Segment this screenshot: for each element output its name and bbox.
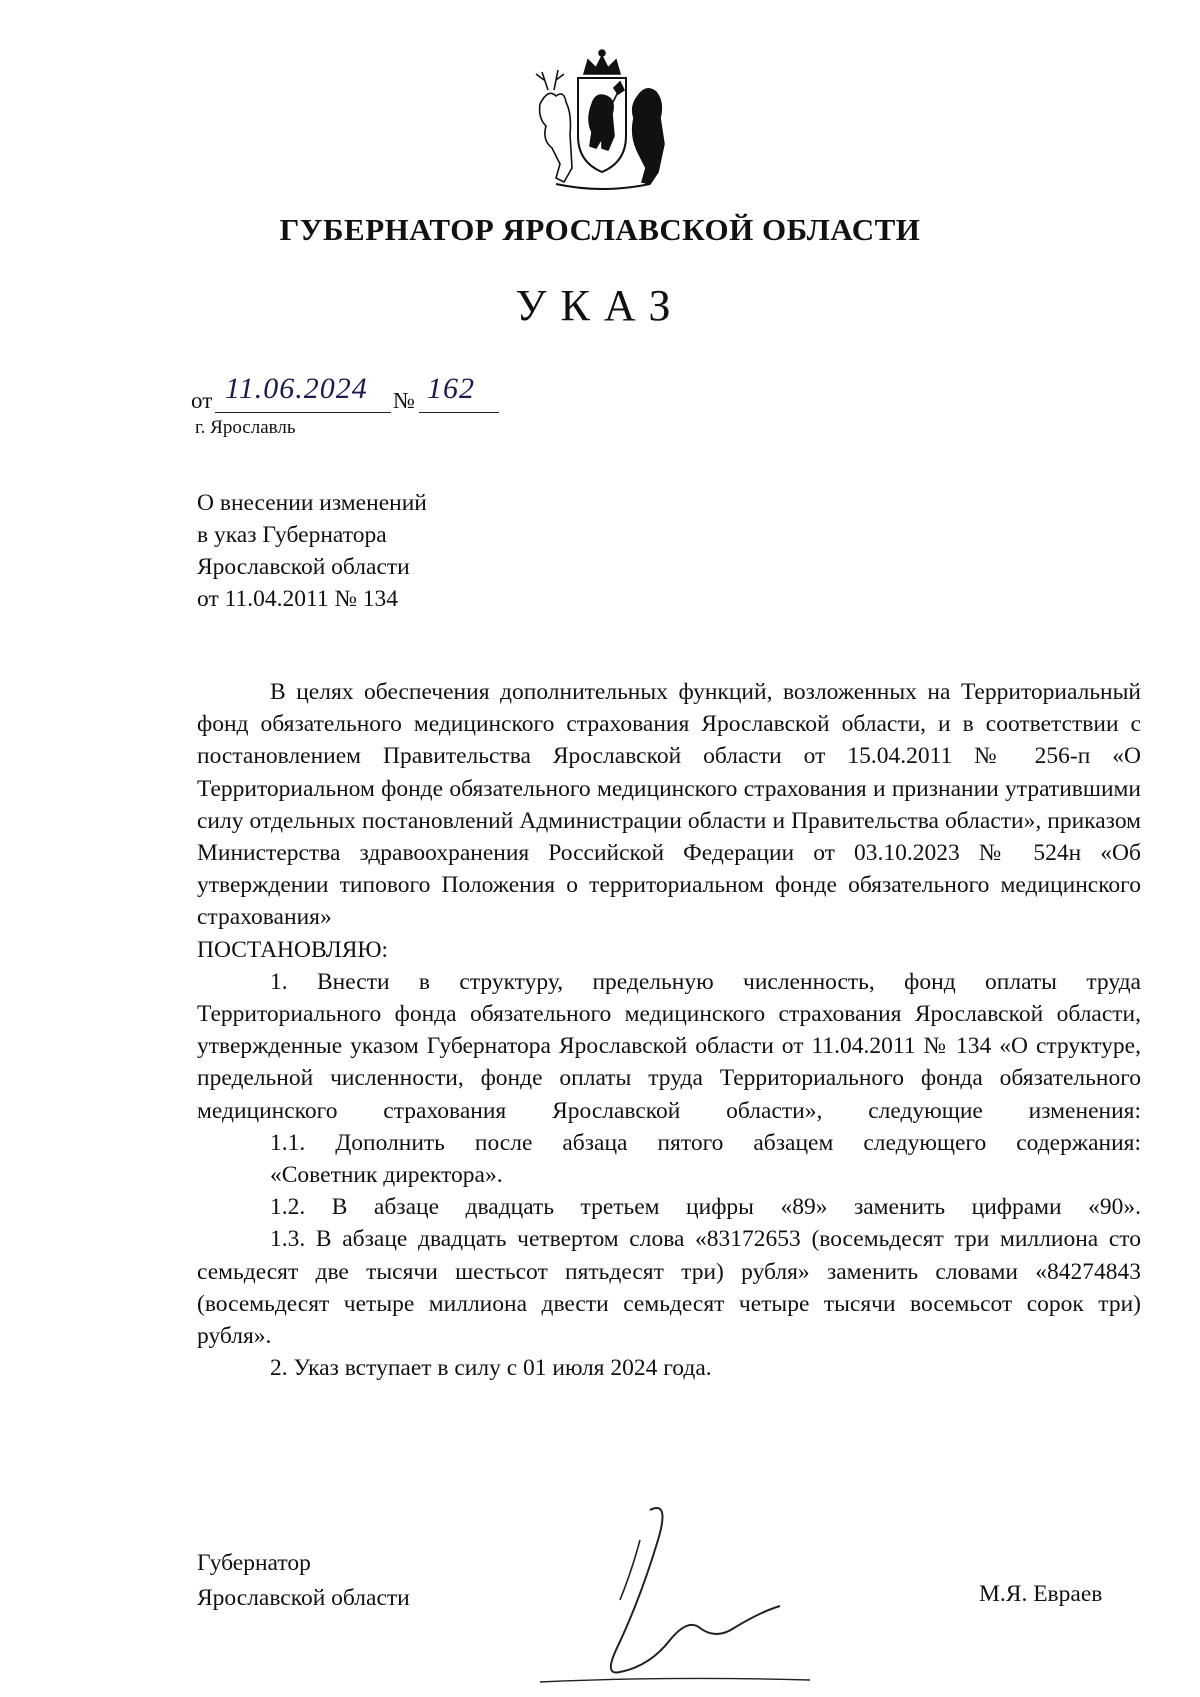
item-1-3-paragraph: 1.3. В абзаце двадцать четвертом слова «83172653 (восемьдесят три миллиона сто семьдесят две тысячи шестьсот пятьдесят три) рубля» заменить словами «84274843 (восемьдесят четыре миллиона двести семьдесят четыре тысячи восемьсот сорок три) рубля». bbox=[197, 1226, 1141, 1350]
item-1-paragraph: 1. Внести в структуру, предельную численность, фонд оплаты труда Территориального фонда обязательного медицинского страхования Ярославской области, утвержденные указом Губернатора Ярославской области от 11.04.2011 № 134 «О структуре, предельной численности, фонде оплаты труда Территориального фонда обязательного медицинского страхования Ярославской области», следующие изменения: bbox=[197, 968, 1141, 1124]
subject-block bbox=[197, 487, 427, 615]
item-1-1-quote: «Советник директора». bbox=[270, 1162, 503, 1189]
issuing-authority-heading: ГУБЕРНАТОР ЯРОСЛАВСКОЙ ОБЛАСТИ bbox=[279, 212, 921, 247]
preamble-paragraph: В целях обеспечения дополнительных функций, возложенных на Территориальный фонд обязательного медицинского страхования Ярославской области, и в соответствии с постановлением Правительства Ярославской области от 15.04.2011 № 256-п «О Территориальном фонде обязательного медицинского страхования и признании утратившими силу отдельных постановлений Администрации области и Правительства области», приказом Министерства здравоохранения Российской Федерации от 03.10.2023 № 524н «Об утверждении типового Положения о территориальном фонде обязательного медицинского страхования» bbox=[197, 679, 1141, 931]
handwritten-number: 162 bbox=[427, 372, 475, 405]
subject-line: от 11.04.2011 № 134 bbox=[197, 586, 399, 612]
handwritten-signature bbox=[520, 1500, 820, 1690]
item-2-paragraph: 2. Указ вступает в силу с 01 июля 2024 года. bbox=[270, 1355, 712, 1382]
decree-word: ПОСТАНОВЛЯЮ: bbox=[197, 936, 389, 963]
subject-line: Ярославской области bbox=[197, 554, 410, 580]
number-prefix: № bbox=[393, 388, 415, 413]
number-underline bbox=[419, 412, 499, 413]
signatory-title-line: Губернатор bbox=[197, 1550, 311, 1576]
date-number-line bbox=[191, 372, 521, 416]
handwritten-date: 11.06.2024 bbox=[225, 372, 368, 405]
coat-of-arms-emblem bbox=[526, 44, 678, 196]
date-underline bbox=[215, 412, 391, 413]
item-1-2-paragraph: 1.2. В абзаце двадцать третьем цифры «89» заменить цифрами «90». bbox=[270, 1194, 1141, 1221]
city-label: г. Ярославль bbox=[195, 417, 296, 438]
subject-line: О внесении изменений bbox=[197, 490, 427, 516]
signatory-name: М.Я. Евраев bbox=[979, 1581, 1103, 1607]
date-prefix: от bbox=[191, 388, 213, 413]
signatory-title bbox=[197, 1546, 410, 1616]
signatory-title-line: Ярославской области bbox=[197, 1585, 410, 1611]
document-type-heading: УКАЗ bbox=[515, 281, 685, 330]
document-body bbox=[197, 676, 1141, 1384]
item-1-1-paragraph: 1.1. Дополнить после абзаца пятого абзацем следующего содержания: bbox=[270, 1129, 1141, 1156]
subject-line: в указ Губернатора bbox=[197, 522, 387, 548]
